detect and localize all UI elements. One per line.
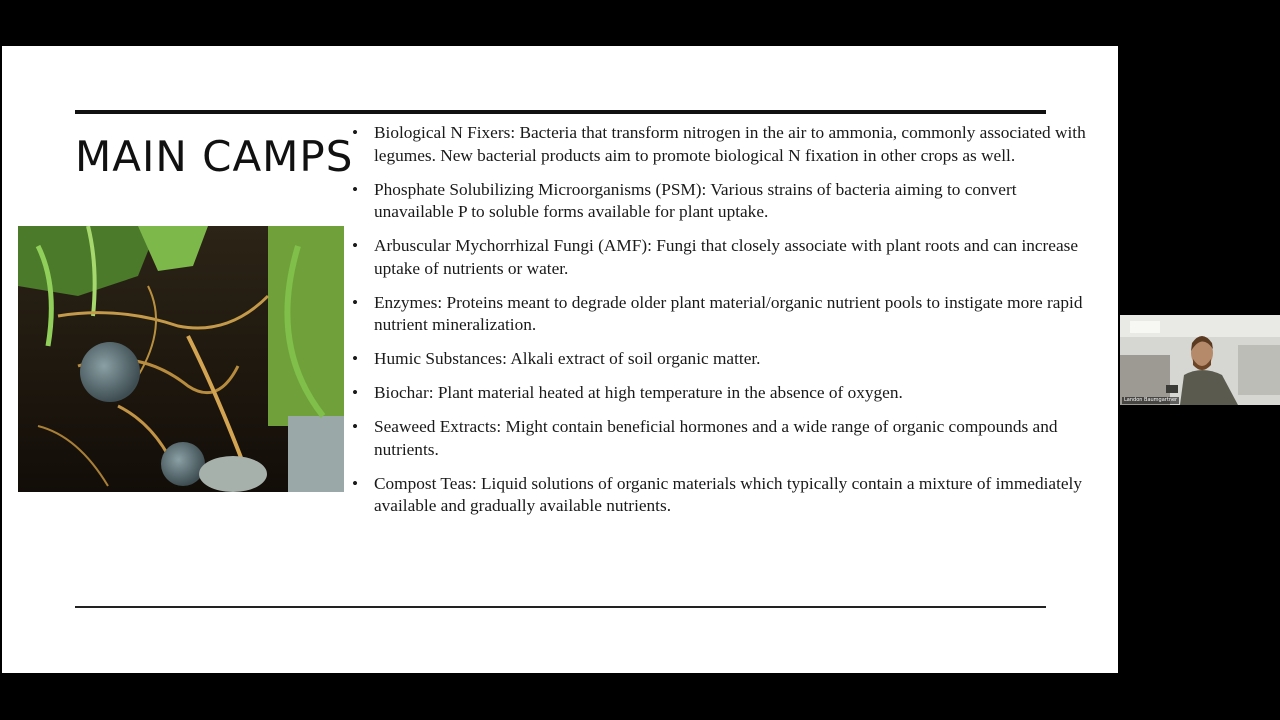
bottom-rule	[75, 606, 1046, 608]
bullet-list	[352, 122, 1092, 529]
bullet-text: Biochar: Plant material heated at high temperature in the absence of oxygen.	[374, 383, 903, 402]
list-item	[352, 382, 1092, 405]
bullet-text: Humic Substances: Alkali extract of soil organic matter.	[374, 349, 761, 368]
bullet-marker: •	[352, 383, 359, 402]
bullet-text: Biological N Fixers: Bacteria that transform nitrogen in the air to ammonia, commonly associated with legumes. New bacterial products aim to promote biological N fixation in other crops as well.	[374, 123, 1086, 165]
presenter-video	[1120, 315, 1280, 405]
list-item	[352, 348, 1092, 371]
bullet-text: Seaweed Extracts: Might contain beneficial hormones and a wide range of organic compounds and nutrients.	[374, 417, 1058, 459]
bullet-marker: •	[352, 292, 359, 312]
webcam-video-tile[interactable]	[1120, 315, 1280, 405]
bullet-marker: •	[352, 236, 359, 255]
bullet-text: Phosphate Solubilizing Microorganisms (PSM): Various strains of bacteria aiming to convert unavailable P to soluble forms available for plant uptake.	[374, 179, 1017, 221]
participant-name-label: Landon Baumgartner	[1124, 397, 1178, 403]
list-item	[352, 235, 1092, 280]
bullet-text: Compost Teas: Liquid solutions of organic materials which typically contain a mixture of immediately available and gradually available nutrients.	[374, 473, 1082, 515]
bullet-text: Enzymes: Proteins meant to degrade older plant material/organic nutrient pools to instigate more rapid nutrient mineralization.	[374, 292, 1083, 334]
list-item	[352, 179, 1092, 224]
top-rule	[75, 110, 1046, 114]
list-item	[352, 473, 1092, 518]
presentation-slide	[2, 46, 1118, 673]
list-item	[352, 416, 1092, 461]
bullet-marker: •	[352, 417, 359, 436]
slide-title: MAIN CAMPS	[75, 132, 354, 181]
roots-photo	[18, 226, 344, 492]
bullet-marker: •	[352, 473, 359, 493]
bullet-marker: •	[352, 123, 359, 142]
bullet-marker: •	[352, 349, 359, 368]
bullet-marker: •	[352, 179, 359, 199]
list-item	[352, 122, 1092, 167]
bullet-text: Arbuscular Mychorrhizal Fungi (AMF): Fungi that closely associate with plant roots and can increase uptake of nutrients or water.	[374, 236, 1079, 278]
list-item	[352, 292, 1092, 337]
